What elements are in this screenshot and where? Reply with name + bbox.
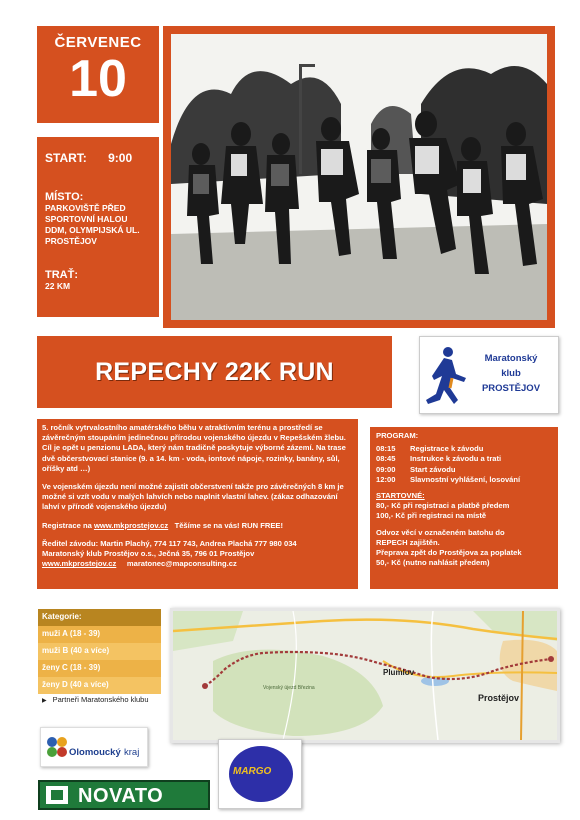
margo-logo xyxy=(218,739,302,809)
category-row: ženy D (40 a více) xyxy=(38,677,161,694)
event-title: REPECHY 22K RUN xyxy=(95,357,334,386)
novato-mark-icon xyxy=(46,786,68,804)
place-line: SPORTOVNÍ HALOU xyxy=(45,214,128,224)
start-label: START: xyxy=(45,151,87,165)
program-panel xyxy=(370,427,558,589)
categories-table xyxy=(38,609,161,694)
runner-icon xyxy=(422,338,470,414)
partners-label-row xyxy=(42,695,149,704)
partners-label: Partneři Maratonského klubu xyxy=(52,695,149,704)
fee-heading: STARTOVNÉ: xyxy=(376,491,425,501)
bag-line-3: Přeprava zpět do Prostějova za poplatek xyxy=(376,548,522,558)
place-line: PARKOVIŠTĚ PŘED xyxy=(45,203,126,213)
bag-line-1: Odvoz věcí v označeném batohu do xyxy=(376,527,505,537)
klub-line1: Maratonský xyxy=(484,353,538,364)
program-heading: PROGRAM: xyxy=(376,431,419,440)
registration-line xyxy=(42,521,353,531)
schedule-time: 08:45 xyxy=(376,454,396,464)
place-label: MÍSTO: xyxy=(45,191,84,203)
klub-line3: PROSTĚJOV xyxy=(481,383,541,394)
date-day: 10 xyxy=(69,50,127,108)
route-map[interactable] xyxy=(170,608,560,743)
date-month: ČERVENEC xyxy=(54,34,142,51)
arrow-right-icon: ▶ xyxy=(42,698,47,704)
map-label-prostejov: Prostějov xyxy=(478,693,520,703)
club-web-link[interactable]: www.mkprostejov.cz xyxy=(42,559,117,569)
schedule-item: Start závodu xyxy=(410,464,456,474)
program-schedule xyxy=(376,444,552,485)
schedule-item: Instrukce k závodu a trati xyxy=(410,454,502,464)
event-title-bar xyxy=(37,336,392,408)
map-label-plumlov: Plumlov xyxy=(383,668,415,677)
start-time: 9:00 xyxy=(108,151,133,165)
bag-line-4: 50,- Kč (nutno nahlásit předem) xyxy=(376,558,490,568)
schedule-item: Registrace k závodu xyxy=(410,444,484,454)
schedule-time: 12:00 xyxy=(376,474,396,484)
contact-line xyxy=(42,559,353,569)
schedule-time: 08:15 xyxy=(376,444,396,454)
runners-photo xyxy=(171,34,547,320)
margo-label: MARGO xyxy=(233,766,272,777)
description-paragraph-2: Ve vojenském újezdu není možné zajistit občerstvení takže pro závěrečných 8 km je možné si vzít vodu v malých lahvích nebo naplnit vlastní lahev. (zákaz odhazování lahví v přírodě vojenského újezdu) xyxy=(42,482,344,512)
track-label: TRAŤ: xyxy=(45,269,78,281)
place-line: PROSTĚJOV xyxy=(45,236,97,246)
olomoucky-kraj-logo xyxy=(40,727,148,767)
category-row: ženy C (18 - 39) xyxy=(38,660,161,677)
start-row xyxy=(45,151,153,165)
klub-line2: klub xyxy=(501,368,521,379)
klub-name xyxy=(468,351,554,396)
olomoucky-label: Olomoucký xyxy=(69,747,121,758)
schedule-time: 09:00 xyxy=(376,464,396,474)
maratonsky-klub-logo xyxy=(419,336,559,414)
track-value: 22 KM xyxy=(45,281,71,291)
fee-advance: 80,- Kč při registraci a platbě předem xyxy=(376,501,510,511)
registration-suffix: Těšíme se na vás! RUN FREE! xyxy=(174,520,284,530)
category-row: muži B (40 a více) xyxy=(38,643,161,660)
registration-prefix: Registrace na xyxy=(42,520,92,530)
club-address: Maratonský klub Prostějov o.s., Ječná 35, 796 01 Prostějov xyxy=(42,549,255,559)
kraj-label: kraj xyxy=(124,747,140,758)
fee-onsite: 100,- Kč při registraci na místě xyxy=(376,511,487,521)
description-paragraph-1: 5. ročník vytrvalostního amatérského běhu v atraktivním terénu a prostředí se závěrečným stoupáním jedinečnou přírodou vojenského újezdu v Repešském žlebu. Cíl je opět u penzionu LADA, který nám tradičně poskytuje výborné zázemí. Na trase dvě občerstvovací stanice (9. a 14. km - voda, iontové nápoje, rozinky, banány, sůl, oříšky atd …) xyxy=(42,423,346,473)
place-line: DDM, OLYMPIJSKÁ UL. xyxy=(45,225,140,235)
novato-logo xyxy=(38,780,210,810)
info-panel xyxy=(37,137,159,317)
registration-link[interactable]: www.mkprostejov.cz xyxy=(93,520,169,530)
olomoucky-kraj-icon xyxy=(44,734,70,760)
director-line: Ředitel závodu: Martin Plachý, 774 117 743, Andrea Plachá 777 980 034 xyxy=(42,538,297,548)
runners-illustration xyxy=(171,34,547,320)
categories-header: Kategorie: xyxy=(38,609,161,626)
map-label-area: Vojenský újezd Březina xyxy=(263,685,315,691)
club-email[interactable]: maratonec@mapconsulting.cz xyxy=(126,559,237,569)
photo-frame xyxy=(163,26,555,328)
novato-label: NOVATO xyxy=(78,785,164,807)
schedule-item: Slavnostní vyhlášení, losování xyxy=(410,474,521,484)
category-row: muži A (18 - 39) xyxy=(38,626,161,643)
date-panel xyxy=(37,26,159,123)
bag-line-2: REPECH zajištěn. xyxy=(376,537,440,547)
event-description xyxy=(37,419,358,589)
route-map-illustration xyxy=(173,611,557,740)
